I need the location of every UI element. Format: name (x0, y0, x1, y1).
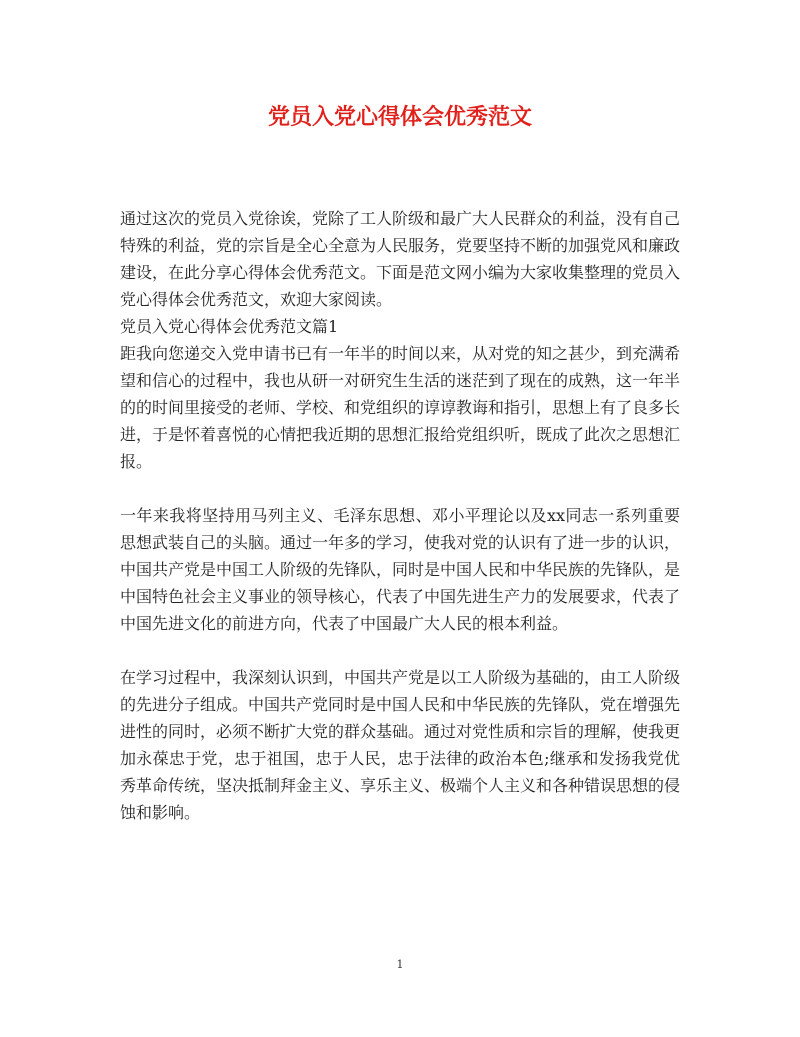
paragraph-spacer (120, 637, 680, 664)
paragraph-spacer (120, 475, 680, 502)
document-title: 党员入党心得体会优秀范文 (267, 104, 532, 130)
section-heading: 党员入党心得体会优秀范文篇1 (120, 317, 339, 336)
paragraph-2: 一年来我将坚持用马列主义、毛泽东思想、邓小平理论以及xx同志一系列重要思想武装自己的头脑。通过一年多的学习，使我对党的认识有了进一步的认识，中国共产党是中国工人阶级的先锋队，同时是中国人民和中华民族的先锋队，是中国特色社会主义事业的领导核心，代表了中国先进生产力的发展要求，代表了中国先进文化的前进方向，代表了中国最广大人民的根本利益。 (120, 506, 681, 633)
paragraph-3: 在学习过程中，我深刻认识到，中国共产党是以工人阶级为基础的，由工人阶级的先进分子组成。中国共产党同时是中国人民和中华民族的先锋队，党在增强先进性的同时，必须不断扩大党的群众基础。通过对党性质和宗旨的理解，使我更加永葆忠于党，忠于祖国，忠于人民，忠于法律的政治本色;继承和发扬我党优秀革命传统，坚决抵制拜金主义、享乐主义、极端个人主义和各种错误思想的侵蚀和影响。 (120, 668, 681, 822)
page-number: 1 (396, 958, 404, 971)
document-body (120, 205, 680, 826)
intro-paragraph: 通过这次的党员入党徐诶，党除了工人阶级和最广大人民群众的利益，没有自己特殊的利益，党的宗旨是全心全意为人民服务，党要坚持不断的加强党风和廉政建设，在此分享心得体会优秀范文。下面是范文网小编为大家收集整理的党员入党心得体会优秀范文，欢迎大家阅读。 (120, 209, 681, 309)
paragraph-1: 距我向您递交入党申请书已有一年半的时间以来，从对党的知之甚少，到充满希望和信心的过程中，我也从研一对研究生生活的迷茫到了现在的成熟，这一年半的的时间里接受的老师、学校、和党组织的谆谆教诲和指引，思想上有了良多长进，于是怀着喜悦的心情把我近期的思想汇报给党组织听，既成了此次之思想汇报。 (120, 344, 681, 471)
